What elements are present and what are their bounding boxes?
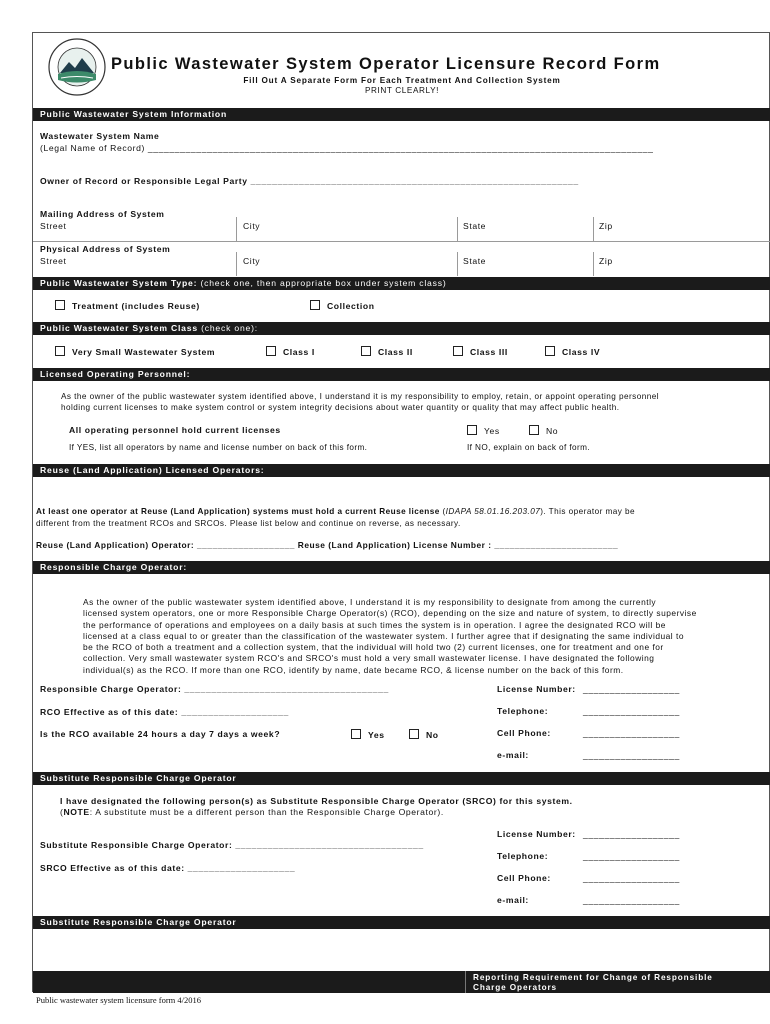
- current-licenses-question: All operating personnel hold current licenses: [69, 425, 281, 435]
- section-bar-rco: Responsible Charge Operator:: [33, 561, 770, 574]
- srco-email-label: e-mail:: [497, 895, 529, 905]
- divider: [593, 217, 594, 241]
- srco-designation-line: I have designated the following person(s) as Substitute Responsible Charge Operator (SRCO) for this system.: [60, 796, 573, 806]
- rco-name-field[interactable]: Responsible Charge Operator: ______________________________________: [40, 684, 389, 694]
- print-note: PRINT CLEARLY!: [364, 86, 440, 95]
- divider: [236, 252, 237, 276]
- section-bar-srco-2: Substitute Responsible Charge Operator: [33, 916, 770, 929]
- class-2-option[interactable]: Class II: [361, 346, 413, 357]
- rco-available-yes-option[interactable]: Yes: [351, 729, 385, 740]
- reuse-requirement-line1: At least one operator at Reuse (Land Application) systems must hold a current Reuse license (IDAPA 58.01.16.203.07). This operator may be: [36, 507, 636, 516]
- form-id-footer: Public wastewater system licensure form 4/2016: [36, 995, 202, 1005]
- srco-email-field[interactable]: __________________: [583, 895, 680, 905]
- reuse-requirement-line2: different from the treatment RCOs and SRCOs. Please list below and continue on reverse, as necessary.: [36, 519, 461, 528]
- physical-state-label: State: [463, 256, 487, 266]
- system-name-label: Wastewater System Name: [40, 131, 160, 141]
- mailing-address-label: Mailing Address of System: [40, 209, 165, 219]
- form-title: Public Wastewater System Operator Licensure Record Form: [111, 55, 661, 73]
- rco-statement: As the owner of the public wastewater system identified above, I understand it is my responsibility to designate from among the currently licensed system operators, one or more Responsible Charge Operator(s) (RCO), depending on the size and nature of system, to directly supervise the performance of operations and employees on a daily basis at such times the system is in operation. I agree the designated RCO will be licensed at a class equal to or greater than the classification of the wastewater system. I further agree that if designating the same individual to be the RCO of both a treatment and a collection system, that the individual will hold two (2) current licenses, one for treatment and one for collection. Very small wastewater system RCO's and SRCO's must hold a very small wastewater license. I have designated the following individual(s) as the RCO. If more than one RCO, identify by name, date became RCO, & license number on the back of this form.: [83, 597, 697, 675]
- checkbox-icon[interactable]: [409, 729, 419, 739]
- divider: [33, 241, 770, 242]
- srco-license-label: License Number:: [497, 829, 576, 839]
- divider: [593, 252, 594, 276]
- checkbox-icon[interactable]: [529, 425, 539, 435]
- checkbox-icon[interactable]: [351, 729, 361, 739]
- divider: [457, 217, 458, 241]
- checkbox-icon[interactable]: [310, 300, 320, 310]
- reuse-operator-field[interactable]: Reuse (Land Application) Operator: ___________________ Reuse (Land Application) License Number : ________________________: [36, 540, 619, 550]
- rco-email-label: e-mail:: [497, 750, 529, 760]
- srco-license-field[interactable]: __________________: [583, 829, 680, 839]
- personnel-statement-line1: As the owner of the public wastewater system identified above, I understand it is my responsibility to employ, retain, or appoint operating personnel: [61, 392, 660, 401]
- checkbox-icon[interactable]: [55, 346, 65, 356]
- section-bar-srco: Substitute Responsible Charge Operator: [33, 772, 770, 785]
- rco-telephone-label: Telephone:: [497, 706, 549, 716]
- section-bar-system-info: Public Wastewater System Information: [33, 108, 770, 121]
- section-bar-system-type: Public Wastewater System Type: (check one, then appropriate box under system class): [33, 277, 770, 290]
- srco-cell-field[interactable]: __________________: [583, 873, 680, 883]
- physical-city-label: City: [243, 256, 261, 266]
- physical-address-label: Physical Address of System: [40, 244, 171, 254]
- srco-name-field[interactable]: Substitute Responsible Charge Operator: ___________________________________: [40, 840, 424, 850]
- checkbox-icon[interactable]: [55, 300, 65, 310]
- srco-cell-label: Cell Phone:: [497, 873, 551, 883]
- divider: [465, 971, 466, 993]
- physical-street-label: Street: [40, 256, 67, 266]
- divider: [236, 217, 237, 241]
- mailing-street-label: Street: [40, 221, 67, 231]
- divider: [457, 252, 458, 276]
- srco-note: (NOTE: A substitute must be a different person than the Responsible Charge Operator).: [60, 807, 444, 817]
- rco-availability-question: Is the RCO available 24 hours a day 7 days a week?: [40, 729, 281, 739]
- mailing-city-label: City: [243, 221, 261, 231]
- section-bar-licensed-personnel: Licensed Operating Personnel:: [33, 368, 770, 381]
- srco-effective-date-field[interactable]: SRCO Effective as of this date: ____________________: [40, 863, 296, 873]
- rco-cell-label: Cell Phone:: [497, 728, 551, 738]
- rco-available-no-option[interactable]: No: [409, 729, 439, 740]
- licenses-no-option[interactable]: No: [529, 425, 558, 436]
- srco-telephone-field[interactable]: __________________: [583, 851, 680, 861]
- physical-zip-label: Zip: [599, 256, 613, 266]
- reporting-requirement: Reporting Requirement for Change of Responsible Charge Operators: [473, 973, 713, 992]
- checkbox-icon[interactable]: [467, 425, 477, 435]
- system-name-field[interactable]: (Legal Name of Record) ______________________________________________________________________________________________: [40, 143, 654, 153]
- rco-email-field[interactable]: __________________: [583, 750, 680, 760]
- rco-license-label: License Number:: [497, 684, 576, 694]
- checkbox-icon[interactable]: [361, 346, 371, 356]
- very-small-option[interactable]: Very Small Wastewater System: [55, 346, 215, 357]
- rco-effective-date-field[interactable]: RCO Effective as of this date: ____________________: [40, 707, 289, 717]
- checkbox-icon[interactable]: [266, 346, 276, 356]
- collection-option[interactable]: Collection: [310, 300, 375, 311]
- personnel-statement-line2: holding current licenses to make system control or system integrity decisions about water quantity or quality that may affect public health.: [61, 403, 620, 412]
- if-no-note: If NO, explain on back of form.: [467, 443, 590, 452]
- treatment-option[interactable]: Treatment (includes Reuse): [55, 300, 200, 311]
- owner-field[interactable]: Owner of Record or Responsible Legal Party _____________________________________________________________: [40, 176, 579, 186]
- if-yes-note: If YES, list all operators by name and license number on back of this form.: [69, 443, 368, 452]
- srco-telephone-label: Telephone:: [497, 851, 549, 861]
- section-bar-system-class: Public Wastewater System Class (check one):: [33, 322, 770, 335]
- rco-cell-field[interactable]: __________________: [583, 728, 680, 738]
- licenses-yes-option[interactable]: Yes: [467, 425, 500, 436]
- mailing-state-label: State: [463, 221, 487, 231]
- checkbox-icon[interactable]: [453, 346, 463, 356]
- rco-telephone-field[interactable]: __________________: [583, 706, 680, 716]
- mailing-zip-label: Zip: [599, 221, 613, 231]
- section-bar-reuse: Reuse (Land Application) Licensed Operators:: [33, 464, 770, 477]
- class-1-option[interactable]: Class I: [266, 346, 315, 357]
- class-4-option[interactable]: Class IV: [545, 346, 600, 357]
- form-subtitle: Fill Out A Separate Form For Each Treatment And Collection System: [243, 76, 561, 85]
- checkbox-icon[interactable]: [545, 346, 555, 356]
- class-3-option[interactable]: Class III: [453, 346, 508, 357]
- form-page: [32, 32, 770, 992]
- rco-license-field[interactable]: __________________: [583, 684, 680, 694]
